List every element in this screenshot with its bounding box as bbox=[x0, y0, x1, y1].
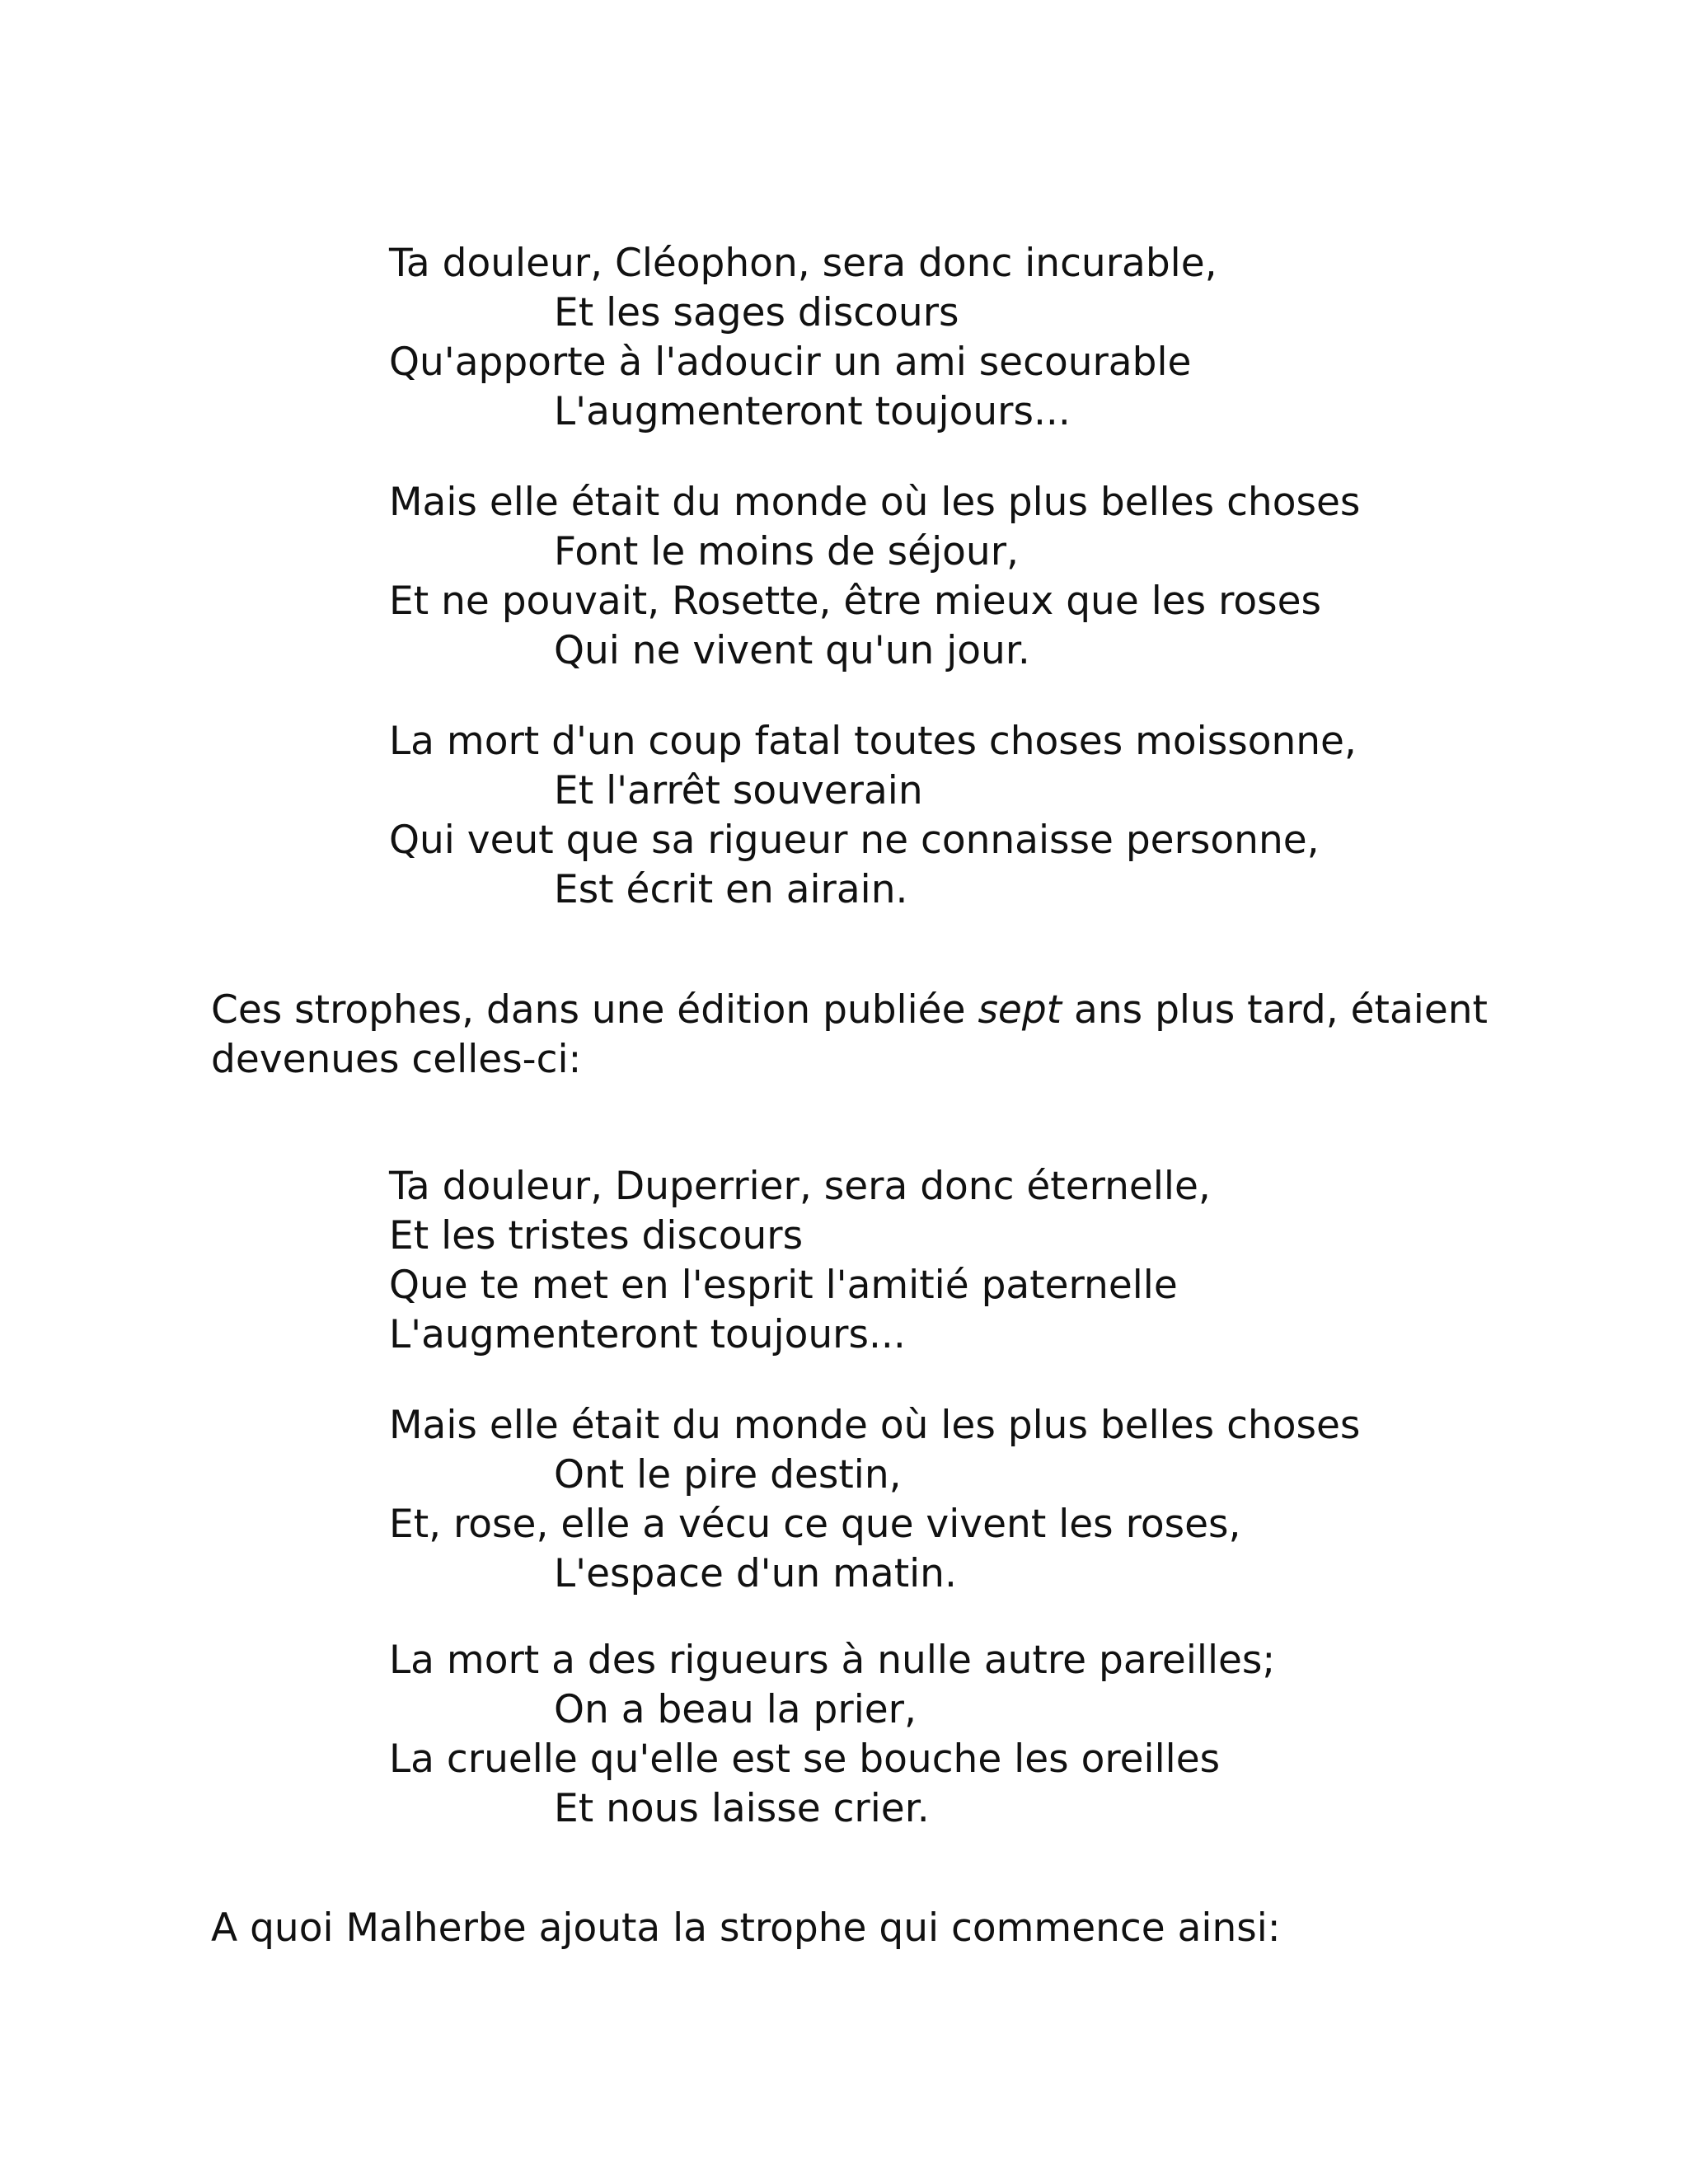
prose-line bbox=[211, 986, 1488, 1035]
verse-line: Et les sages discours bbox=[554, 290, 959, 335]
stanza-5 bbox=[389, 1401, 1461, 1599]
verse-line: La cruelle qu'elle est se bouche les oreilles bbox=[389, 1736, 1221, 1782]
verse-line: Ta douleur, Duperrier, sera donc éternelle, bbox=[389, 1164, 1211, 1209]
verse-line: Qu'apporte à l'adoucir un ami secourable bbox=[389, 340, 1192, 385]
verse-line: On a beau la prier, bbox=[554, 1687, 917, 1732]
prose-text: ans plus tard, étaient bbox=[1062, 987, 1488, 1033]
verse-line: Que te met en l'esprit l'amitié paternelle bbox=[389, 1263, 1178, 1308]
stanza-2 bbox=[389, 478, 1461, 676]
verse-line: Qui veut que sa rigueur ne connaisse personne, bbox=[389, 818, 1320, 863]
stanza-4 bbox=[389, 1162, 1461, 1360]
stanza-3 bbox=[389, 717, 1461, 915]
verse-line: Ont le pire destin, bbox=[554, 1452, 902, 1497]
verse-line: La mort d'un coup fatal toutes choses moissonne, bbox=[389, 719, 1357, 764]
verse-line: Et, rose, elle a vécu ce que vivent les roses, bbox=[389, 1502, 1241, 1547]
verse-line: Et les tristes discours bbox=[389, 1213, 804, 1258]
stanza-1 bbox=[389, 239, 1461, 437]
verse-line: Et nous laisse crier. bbox=[554, 1786, 930, 1831]
verse-line: Qui ne vivent qu'un jour. bbox=[554, 628, 1030, 673]
prose-final bbox=[211, 1904, 1469, 1953]
verse-line: Mais elle était du monde où les plus belles choses bbox=[389, 1403, 1361, 1448]
prose-line: A quoi Malherbe ajouta la strophe qui commence ainsi: bbox=[211, 1905, 1281, 1951]
verse-line: La mort a des rigueurs à nulle autre pareilles; bbox=[389, 1638, 1276, 1683]
verse-line: Mais elle était du monde où les plus belles choses bbox=[389, 480, 1361, 525]
verse-line: Est écrit en airain. bbox=[554, 867, 908, 912]
verse-line: L'augmenteront toujours... bbox=[389, 1312, 906, 1357]
prose-italic-word: sept bbox=[978, 987, 1062, 1033]
prose-line: devenues celles-ci: bbox=[211, 1037, 582, 1082]
prose-text: Ces strophes, dans une édition publiée bbox=[211, 987, 978, 1033]
verse-line: L'espace d'un matin. bbox=[554, 1551, 957, 1596]
verse-line: Font le moins de séjour, bbox=[554, 529, 1019, 574]
prose-paragraph bbox=[211, 986, 1488, 1085]
verse-line: Et ne pouvait, Rosette, être mieux que les roses bbox=[389, 579, 1322, 624]
verse-line: Ta douleur, Cléophon, sera donc incurable, bbox=[389, 241, 1217, 286]
verse-line: Et l'arrêt souverain bbox=[554, 768, 923, 813]
stanza-6 bbox=[389, 1636, 1461, 1834]
verse-line: L'augmenteront toujours... bbox=[554, 389, 1071, 434]
